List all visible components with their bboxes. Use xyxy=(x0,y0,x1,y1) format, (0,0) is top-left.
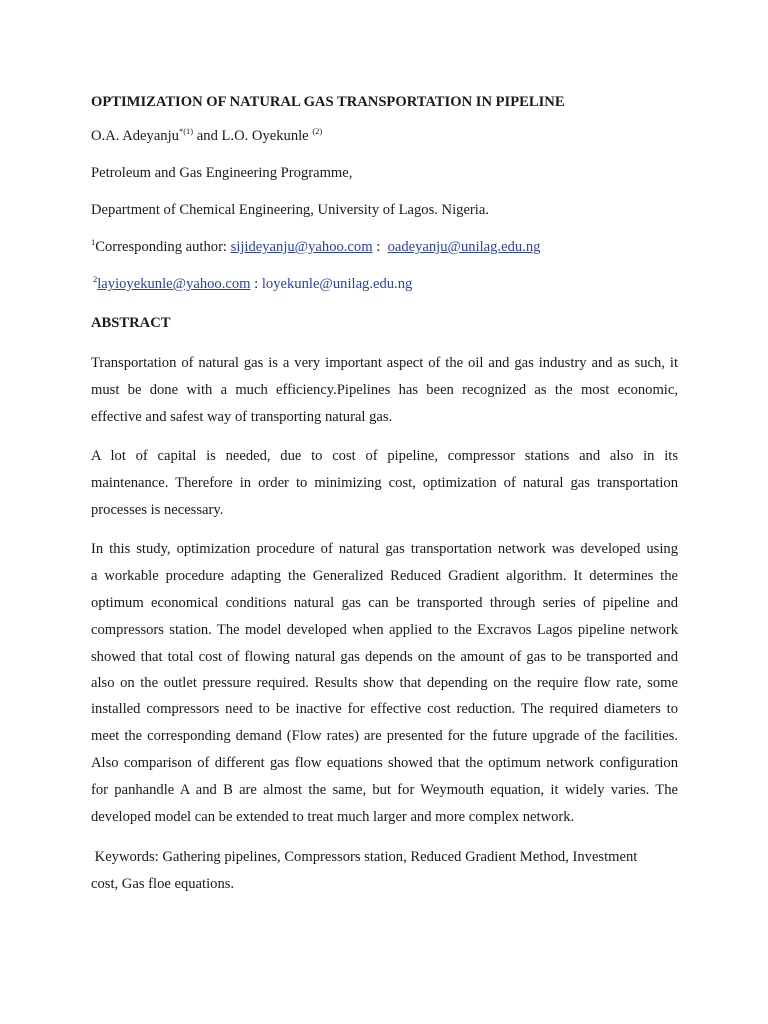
abstract-p3-line: optimum economical conditions natural gas can be transported through series of pipeline and xyxy=(91,595,678,611)
email-link-sijideyanju[interactable]: sijideyanju@yahoo.com xyxy=(230,239,373,255)
corresponding-superscript: 1 xyxy=(91,237,96,247)
abstract-p3-line: showed that total cost of flowing natural gas depends on the amount of gas to be transported and xyxy=(91,649,678,665)
abstract-p3-line: a workable procedure adapting the Generalized Reduced Gradient algorithm. It determines the xyxy=(91,568,678,584)
second-author-contact-line xyxy=(93,275,412,293)
email-separator: : xyxy=(372,239,388,255)
keywords-line: cost, Gas floe equations. xyxy=(91,876,235,892)
email-link-layioyekunle[interactable]: layioyekunle@yahoo.com xyxy=(97,276,251,292)
author-conjunction: and L.O. Oyekunle xyxy=(193,128,309,144)
affiliation-program: Petroleum and Gas Engineering Programme, xyxy=(91,165,353,181)
abstract-p1-line: effective and safest way of transporting natural gas. xyxy=(91,409,393,425)
corresponding-label: Corresponding author: xyxy=(95,239,231,255)
affiliation-department: Department of Chemical Engineering, University of Lagos. Nigeria. xyxy=(91,202,489,218)
abstract-p3-line: installed compressors need to be inactive for effective cost reduction. The required diameters to xyxy=(91,701,678,717)
author-1-superscript: *(1) xyxy=(178,126,194,136)
abstract-p2-line: A lot of capital is needed, due to cost of pipeline, compressor stations and also in its xyxy=(91,448,678,464)
abstract-p3-line: compressors station. The model developed when applied to the Excravos Lagos pipeline network xyxy=(91,622,678,638)
author-2-superscript: (2) xyxy=(312,126,323,136)
abstract-p1-line: must be done with a much efficiency.Pipelines has been recognized as the most economic, xyxy=(91,382,678,398)
abstract-heading: ABSTRACT xyxy=(91,315,171,331)
paper-title: OPTIMIZATION OF NATURAL GAS TRANSPORTATION IN PIPELINE xyxy=(91,94,565,110)
email-link-oadeyanju[interactable]: oadeyanju@unilag.edu.ng xyxy=(387,239,541,255)
abstract-p3-line: meet the corresponding demand (Flow rates) are presented for the future upgrade of the facilities. xyxy=(91,728,678,744)
corresponding-author-line xyxy=(91,238,540,256)
abstract-p1-line: Transportation of natural gas is a very important aspect of the oil and gas industry and as such, it xyxy=(91,355,678,371)
abstract-p2-line: maintenance. Therefore in order to minimizing cost, optimization of natural gas transportation xyxy=(91,475,678,491)
author-line xyxy=(91,127,322,145)
abstract-p3-line: In this study, optimization procedure of natural gas transportation network was developed using xyxy=(91,541,678,557)
abstract-p3-line: Also comparison of different gas flow equations showed that the optimum network configuration xyxy=(91,755,678,771)
abstract-p3-line: developed model can be extended to treat much larger and more complex network. xyxy=(91,809,575,825)
author-1: O.A. Adeyanju xyxy=(91,128,179,144)
abstract-p3-line: for panhandle A and B are almost the same, but for Weymouth equation, it widely varies. The xyxy=(91,782,678,798)
email-text-loyekunle: loyekunle@unilag.edu.ng xyxy=(261,276,413,292)
second-author-superscript: 2 xyxy=(93,274,98,284)
abstract-p3-line: also on the outlet pressure required. Results show that depending on the require flow rate, some xyxy=(91,675,678,691)
email-separator-2: : xyxy=(250,276,262,292)
keywords-line: Keywords: Gathering pipelines, Compressors station, Reduced Gradient Method, Investment xyxy=(91,849,638,865)
abstract-p2-line: processes is necessary. xyxy=(91,502,224,518)
